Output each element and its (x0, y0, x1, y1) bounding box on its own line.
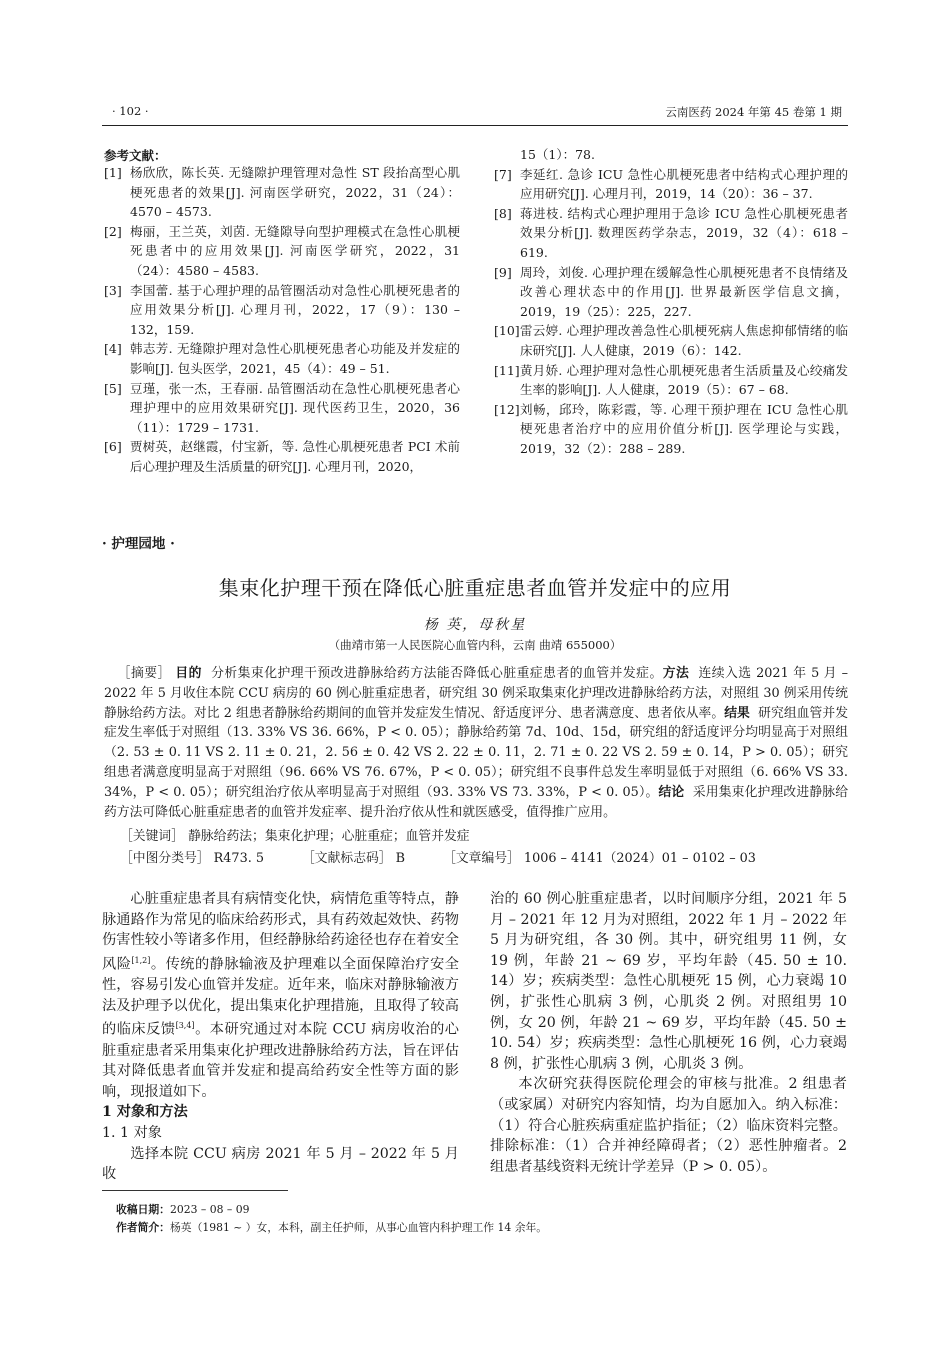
reference-number: [1] (104, 165, 122, 180)
reference-item (494, 204, 848, 263)
reference-continuation (494, 145, 848, 165)
reference-number: [3] (104, 282, 122, 298)
subsection-heading: 1. 1 对象 (102, 1125, 162, 1141)
doc-code-value: B (395, 851, 406, 866)
purpose-label: 目的 (175, 666, 202, 681)
reference-item (494, 165, 848, 204)
citation: [1,2] (131, 955, 151, 965)
reference-text: 韩志芳. 无缝隙护理对急性心肌梗死患者心功能及并发症的影响[J]. 包头医学，2021，45（4）：49 – 51. (130, 341, 460, 376)
body-right-column (490, 889, 847, 1177)
abstract (104, 664, 848, 822)
clc-label: ［中图分类号］ (120, 851, 210, 866)
reference-number: [4] (104, 341, 122, 357)
author-label: 作者简介： (116, 1221, 170, 1234)
received-value: 2023 – 08 – 09 (169, 1203, 250, 1216)
page-number: · 102 · (112, 104, 149, 118)
received-date (116, 1202, 249, 1217)
reference-number: [5] (104, 380, 122, 396)
reference-item (104, 163, 460, 222)
results-text: 研究组血管并发症发生率低于对照组（13. 33% VS 36. 66%，P < 0. 05）；静脉给药第 7d、10d、15d，研究组的舒适度评分均明显高于对照组（2. 53 ± 0. 11 VS 2. 11 ± 0. 21，2. 56 ± 0. 42 VS 2. 22 ± 0. 11，2. 71 ± 0. 22 VS 2. 59 ± 0. 14，P > 0. 05）；研究组患者满意度明显高于对照组（96. 66% VS 76. 67%，P < 0. 05）；研究组不良事件总发生率明显低于对照组（6. 66% VS 33. 34%，P < 0. 05）；研究组治疗依从率明显高于对照组（93. 33% VS 73. 33%，P < 0. 05）。 (104, 705, 849, 800)
references-title: 参考文献： (104, 148, 167, 163)
intro-text-b: 。传统的静脉输液及护理难以全面保障治疗安全性，容易引发心血管并发症。近年来，临床对静脉输液方法及护理予以优化，提出集束化护理措施，且取得了较高的临床反馈 (102, 956, 459, 1039)
citation: [3,4] (175, 1021, 195, 1031)
reference-text: 15（1）：78. (520, 147, 595, 162)
reference-number: [12] (494, 401, 520, 417)
clc-value: R473. 5 (213, 851, 264, 866)
purpose-text: 分析集束化护理干预改进静脉给药方法能否降低心脏重症患者的血管并发症。 (211, 666, 663, 681)
header-rule (102, 125, 848, 126)
classification-line (120, 847, 756, 866)
ethics-paragraph: 本次研究获得医院伦理会的审核与批准。2 组患者（或家属）对研究内容知情，均为自愿加入。纳入标准：（1）符合心脏疾病重症监护指征；（2）临床资料完整。排除标准：（1）合并神经障碍者；（2）恶性肿瘤者。2 组患者基线资料无统计学差异（P > 0. 05）。 (490, 1076, 847, 1175)
reference-text: 杨欣欣，陈长英. 无缝隙护理管理对急性 ST 段抬高型心肌梗死患者的效果[J]. 河南医学研究，2022，31（24）：4570 – 4573. (130, 165, 460, 220)
reference-text: 周玲，刘俊. 心理护理在缓解急性心肌梗死患者不良情绪及改善心理状态中的作用[J]. 世界最新医学信息文摘，2019，19（25）：225，227. (520, 264, 848, 319)
reference-number: [7] (494, 166, 512, 182)
subjects-paragraph-continued: 治的 60 例心脏重症患者，以时间顺序分组，2021 年 5 月 – 2021 年 12 月为对照组，2022 年 1 月 – 2022 年 5 月为研究组，各 30 例。其中，研究组男 11 例，女 19 例，年龄 21 ~ 69 岁，平均年龄（45. 50 ± 10. 14）岁；疾病类型：急性心肌梗死 15 例，心力衰竭 10 例，扩张性心肌病 3 例，心肌炎 2 例。对照组男 10 例，女 20 例，年龄 21 ~ 69 岁，平均年龄（45. 50 ± 10. 54）岁；疾病类型：急性心肌梗死 16 例，心力衰竭 8 例，扩张性心肌病 3 例，心肌炎 3 例。 (490, 891, 847, 1072)
article-number-label: ［文章编号］ (443, 851, 520, 866)
reference-text: 雷云婷. 心理护理改善急性心肌梗死病人焦虑抑郁情绪的临床研究[J]. 人人健康，2019（6）：142. (520, 323, 848, 358)
references-right-column (494, 145, 848, 459)
section-heading: 1 对象和方法 (102, 1104, 188, 1121)
reference-item (104, 379, 460, 438)
keywords-label: ［关键词］ (120, 829, 184, 844)
reference-text: 黄月娇. 心理护理对急性心肌梗死患者生活质量及心绞痛发生率的影响[J]. 人人健康，2019（5）：67 – 68. (520, 362, 848, 398)
author-bio (116, 1220, 547, 1235)
reference-text: 李延红. 急诊 ICU 急性心肌梗死患者中结构式心理护理的应用研究[J]. 心理月刊，2019，14（20）：36 – 37. (520, 166, 848, 202)
methods-label: 方法 (662, 666, 690, 681)
author-value: 杨英（1981 ~ ）女，本科，副主任护师，从事心血管内科护理工作 14 余年。 (169, 1221, 548, 1234)
article-title: 集束化护理干预在降低心脏重症患者血管并发症中的应用 (218, 576, 732, 600)
reference-item (494, 361, 848, 400)
references-left-column (104, 163, 460, 477)
received-label: 收稿日期： (116, 1203, 170, 1216)
reference-item (104, 281, 460, 340)
intro-paragraph (102, 889, 459, 1102)
keywords-text: 静脉给药法；集束化护理；心脏重症；血管并发症 (188, 829, 470, 844)
reference-number: [8] (494, 205, 512, 221)
conclusion-text: 采用集束化护理改进静脉给药方法可降低心脏重症患者的血管并发症率、提升治疗依从性和就医感受，值得推广应用。 (104, 784, 849, 820)
body-left-column (102, 889, 459, 1185)
reference-item (494, 263, 848, 322)
abstract-label: ［摘要］ (117, 666, 171, 681)
reference-item (494, 400, 848, 459)
section-tag: · 护理园地 · (102, 536, 175, 552)
reference-number: [2] (104, 223, 122, 239)
reference-number: [6] (104, 439, 122, 455)
reference-item (104, 222, 460, 281)
reference-number: [10] (494, 323, 520, 339)
footnote-rule (102, 1190, 288, 1191)
reference-number: [9] (494, 264, 512, 280)
reference-text: 贾树英，赵继霞，付宝新，等. 急性心肌梗死患者 PCI 术前后心理护理及生活质量的研究[J]. 心理月刊，2020， (130, 439, 460, 474)
intro-text-c: 。本研究通过对本院 CCU 病房收治的心脏重症患者采用集束化护理改进静脉给药方法，旨在评估其对降低患者血管并发症和提高给药安全性等方面的影响，现报道如下。 (102, 1022, 459, 1100)
keywords (120, 825, 470, 844)
reference-item (104, 339, 460, 378)
reference-text: 豆瑾，张一杰，王春丽. 品管圈活动在急性心肌梗死患者心理护理中的应用效果研究[J]. 现代医药卫生，2020，36（11）：1729 – 1731. (130, 380, 460, 435)
subjects-paragraph-start: 选择本院 CCU 病房 2021 年 5 月 – 2022 年 5 月收 (102, 1145, 459, 1183)
article-affiliation: （曲靖市第一人民医院心血管内科，云南 曲靖 655000） (328, 638, 622, 652)
journal-header: 云南医药 2024 年第 45 卷第 1 期 (665, 105, 842, 119)
article-authors: 杨 英，母秋星 (423, 617, 527, 633)
reference-text: 刘畅，邱玲，陈彩霞，等. 心理干预护理在 ICU 急性心肌梗死患者治疗中的应用价值分析[J]. 医学理论与实践，2019，32（2）：288 – 289. (520, 401, 848, 456)
article-number-value: 1006 – 4141（2024）01 – 0102 – 03 (523, 851, 756, 866)
reference-item (104, 437, 460, 476)
results-label: 结果 (724, 705, 750, 721)
conclusion-label: 结论 (658, 784, 685, 800)
reference-number: [11] (494, 362, 520, 378)
reference-item (494, 321, 848, 360)
doc-code-label: ［文献标志码］ (302, 851, 392, 866)
intro-text-a: 心脏重症患者具有病情变化快，病情危重等特点，静脉通路作为常见的临床给药形式，具有药效起效快、药物伤害性较小等诸多作用，但经静脉给药途径也存在着安全风险 (102, 891, 459, 973)
reference-text: 李国蕾. 基于心理护理的品管圈活动对急性心肌梗死患者的应用效果分析[J]. 心理月刊，2022，17（9）：130 – 132，159. (130, 282, 460, 337)
methods-text: 连续入选 2021 年 5 月 – 2022 年 5 月收住本院 CCU 病房的 60 例心脏重症患者，研究组 30 例采取集束化护理改进静脉给药方法，对照组 30 例采用传统静脉给药方法。对比 2 组患者静脉给药期间的血管并发症发生情况、舒适度评分、患者满意度、患者依从率。 (104, 666, 849, 721)
reference-text: 蒋进枝. 结构式心理护理用于急诊 ICU 急性心肌梗死患者效果分析[J]. 数理医药学杂志，2019，32（4）：618 – 619. (520, 205, 848, 260)
reference-text: 梅丽，王兰英，刘茵. 无缝隙导向型护理模式在急性心肌梗死患者中的应用效果[J]. 河南医学研究，2022，31（24）：4580 – 4583. (130, 223, 460, 278)
